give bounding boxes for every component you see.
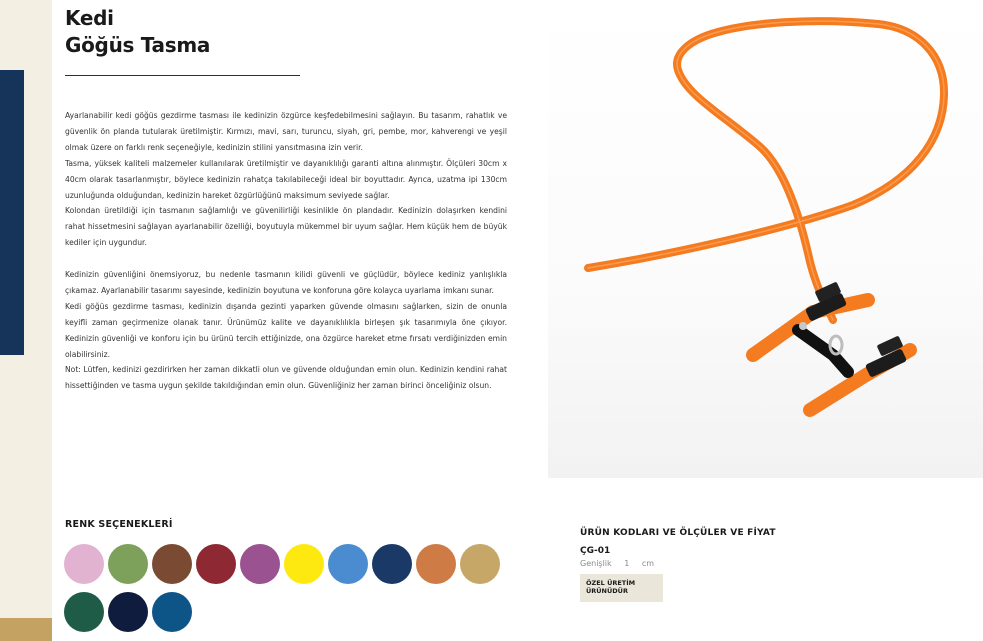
title-underline <box>65 75 300 76</box>
description-paragraph-4: Kedinizin güvenliğini önemsiyoruz, bu nedenle tasmanın kilidi güvenli ve güçlüdür, böylece kediniz yanlışlıkla çıkamaz. Ayarlanabilir tasarımı sayesinde, kedinizin boyutuna ve konforuna göre kolayca uyarlama imkanı sunar. <box>65 270 507 295</box>
badge-line-1: ÖZEL ÜRETİM <box>586 579 636 587</box>
width-unit: cm <box>641 559 655 568</box>
product-photo <box>548 0 983 478</box>
page-title <box>65 5 210 59</box>
description-paragraph-6: Not: Lütfen, kedinizi gezdirirken her zaman dikkatli olun ve güvende olduğundan emin olun. Kedinizin kendini rahat hissettiğinden ve tasma uygun şekilde takıldığından emin olun. Güvenliğiniz her zaman birinci önceliğiniz olsun. <box>65 365 507 391</box>
width-value: 1 <box>624 559 630 568</box>
width-label: Genişlik <box>580 559 612 568</box>
custom-production-badge <box>580 574 663 602</box>
color-swatch[interactable] <box>284 544 324 584</box>
description-paragraph-1: Ayarlanabilir kedi göğüs gezdirme tasması ile kedinizin özgürce keşfedebilmesini sağlayın. Bu tasarım, rahatlık ve güvenlik ön planda tutularak üretilmiştir. Kırmızı, mavi, sarı, turuncu, siyah, gri, pembe, mor, kahverengi ve yeşil olmak üzere on farklı renk seçeneğiyle, kedinizin stilini yansıtmasına izin verir. <box>65 111 507 152</box>
left-gold-accent-bar <box>0 618 52 641</box>
title-line-2: Göğüs Tasma <box>65 33 211 57</box>
harness-body <box>753 281 910 410</box>
description-paragraph-5: Kedi göğüs gezdirme tasması, kedinizin dışarıda gezinti yaparken güvende olmasını sağlarken, sizin de onunla keyifli zaman geçirmenize olanak tanır. Ürünümüz kalite ve dayanıklılıkla birleşen şık tasarımıyla öne çıkıyor. Kedinizin güvenliği ve konforu için bu ürünü tercih ettiğinizde, ona özgürce hareket etme fırsatı verdiğinizden emin olabilirsiniz. <box>65 301 507 359</box>
harness-illustration <box>548 0 983 478</box>
color-swatch[interactable] <box>152 592 192 632</box>
badge-line-2: ÜRÜNÜDÜR <box>586 587 628 595</box>
color-swatch[interactable] <box>460 544 500 584</box>
color-swatch[interactable] <box>328 544 368 584</box>
product-codes-title: ÜRÜN KODLARI VE ÖLÇÜLER VE FİYAT <box>580 528 776 538</box>
left-navy-accent-bar <box>0 70 24 355</box>
color-swatch[interactable] <box>196 544 236 584</box>
color-options-title: RENK SEÇENEKLERİ <box>65 519 173 530</box>
color-swatch[interactable] <box>372 544 412 584</box>
title-line-1: Kedi <box>65 6 114 30</box>
paragraph-spacer <box>65 251 507 267</box>
product-code: ÇG-01 <box>580 546 611 556</box>
color-swatch[interactable] <box>416 544 456 584</box>
width-spec <box>580 559 664 568</box>
color-swatch[interactable] <box>152 544 192 584</box>
description-paragraph-2: Tasma, yüksek kaliteli malzemeler kullanılarak üretilmiştir ve dayanıklılığı garanti altına alınmıştır. Ölçüleri 30cm x 40cm olarak tasarlanmıştır, böylece kedinizin rahatça takılabileceği ideal bir boyuttadır. Ayrıca, uzatma ipi 130cm uzunluğunda olduğundan, kedinizin hareket özgürlüğünü maksimum seviyede sağlar. <box>65 158 507 200</box>
color-swatch[interactable] <box>64 544 104 584</box>
leash-strap <box>588 21 944 320</box>
color-swatch[interactable] <box>108 592 148 632</box>
color-swatch[interactable] <box>64 592 104 632</box>
color-swatch[interactable] <box>240 544 280 584</box>
color-swatch[interactable] <box>108 544 148 584</box>
product-description <box>65 108 507 394</box>
description-paragraph-3: Kolondan üretildiği için tasmanın sağlamlığı ve güvenilirliği kesinlikle ön plandadır. Kedinizin dolaşırken kendini rahat hissetmesini sağlayan ayarlanabilir özelliği, boyutuyla mükemmel bir uyum sağlar. Hem küçük hem de büyük kediler için uygundur. <box>65 206 507 248</box>
